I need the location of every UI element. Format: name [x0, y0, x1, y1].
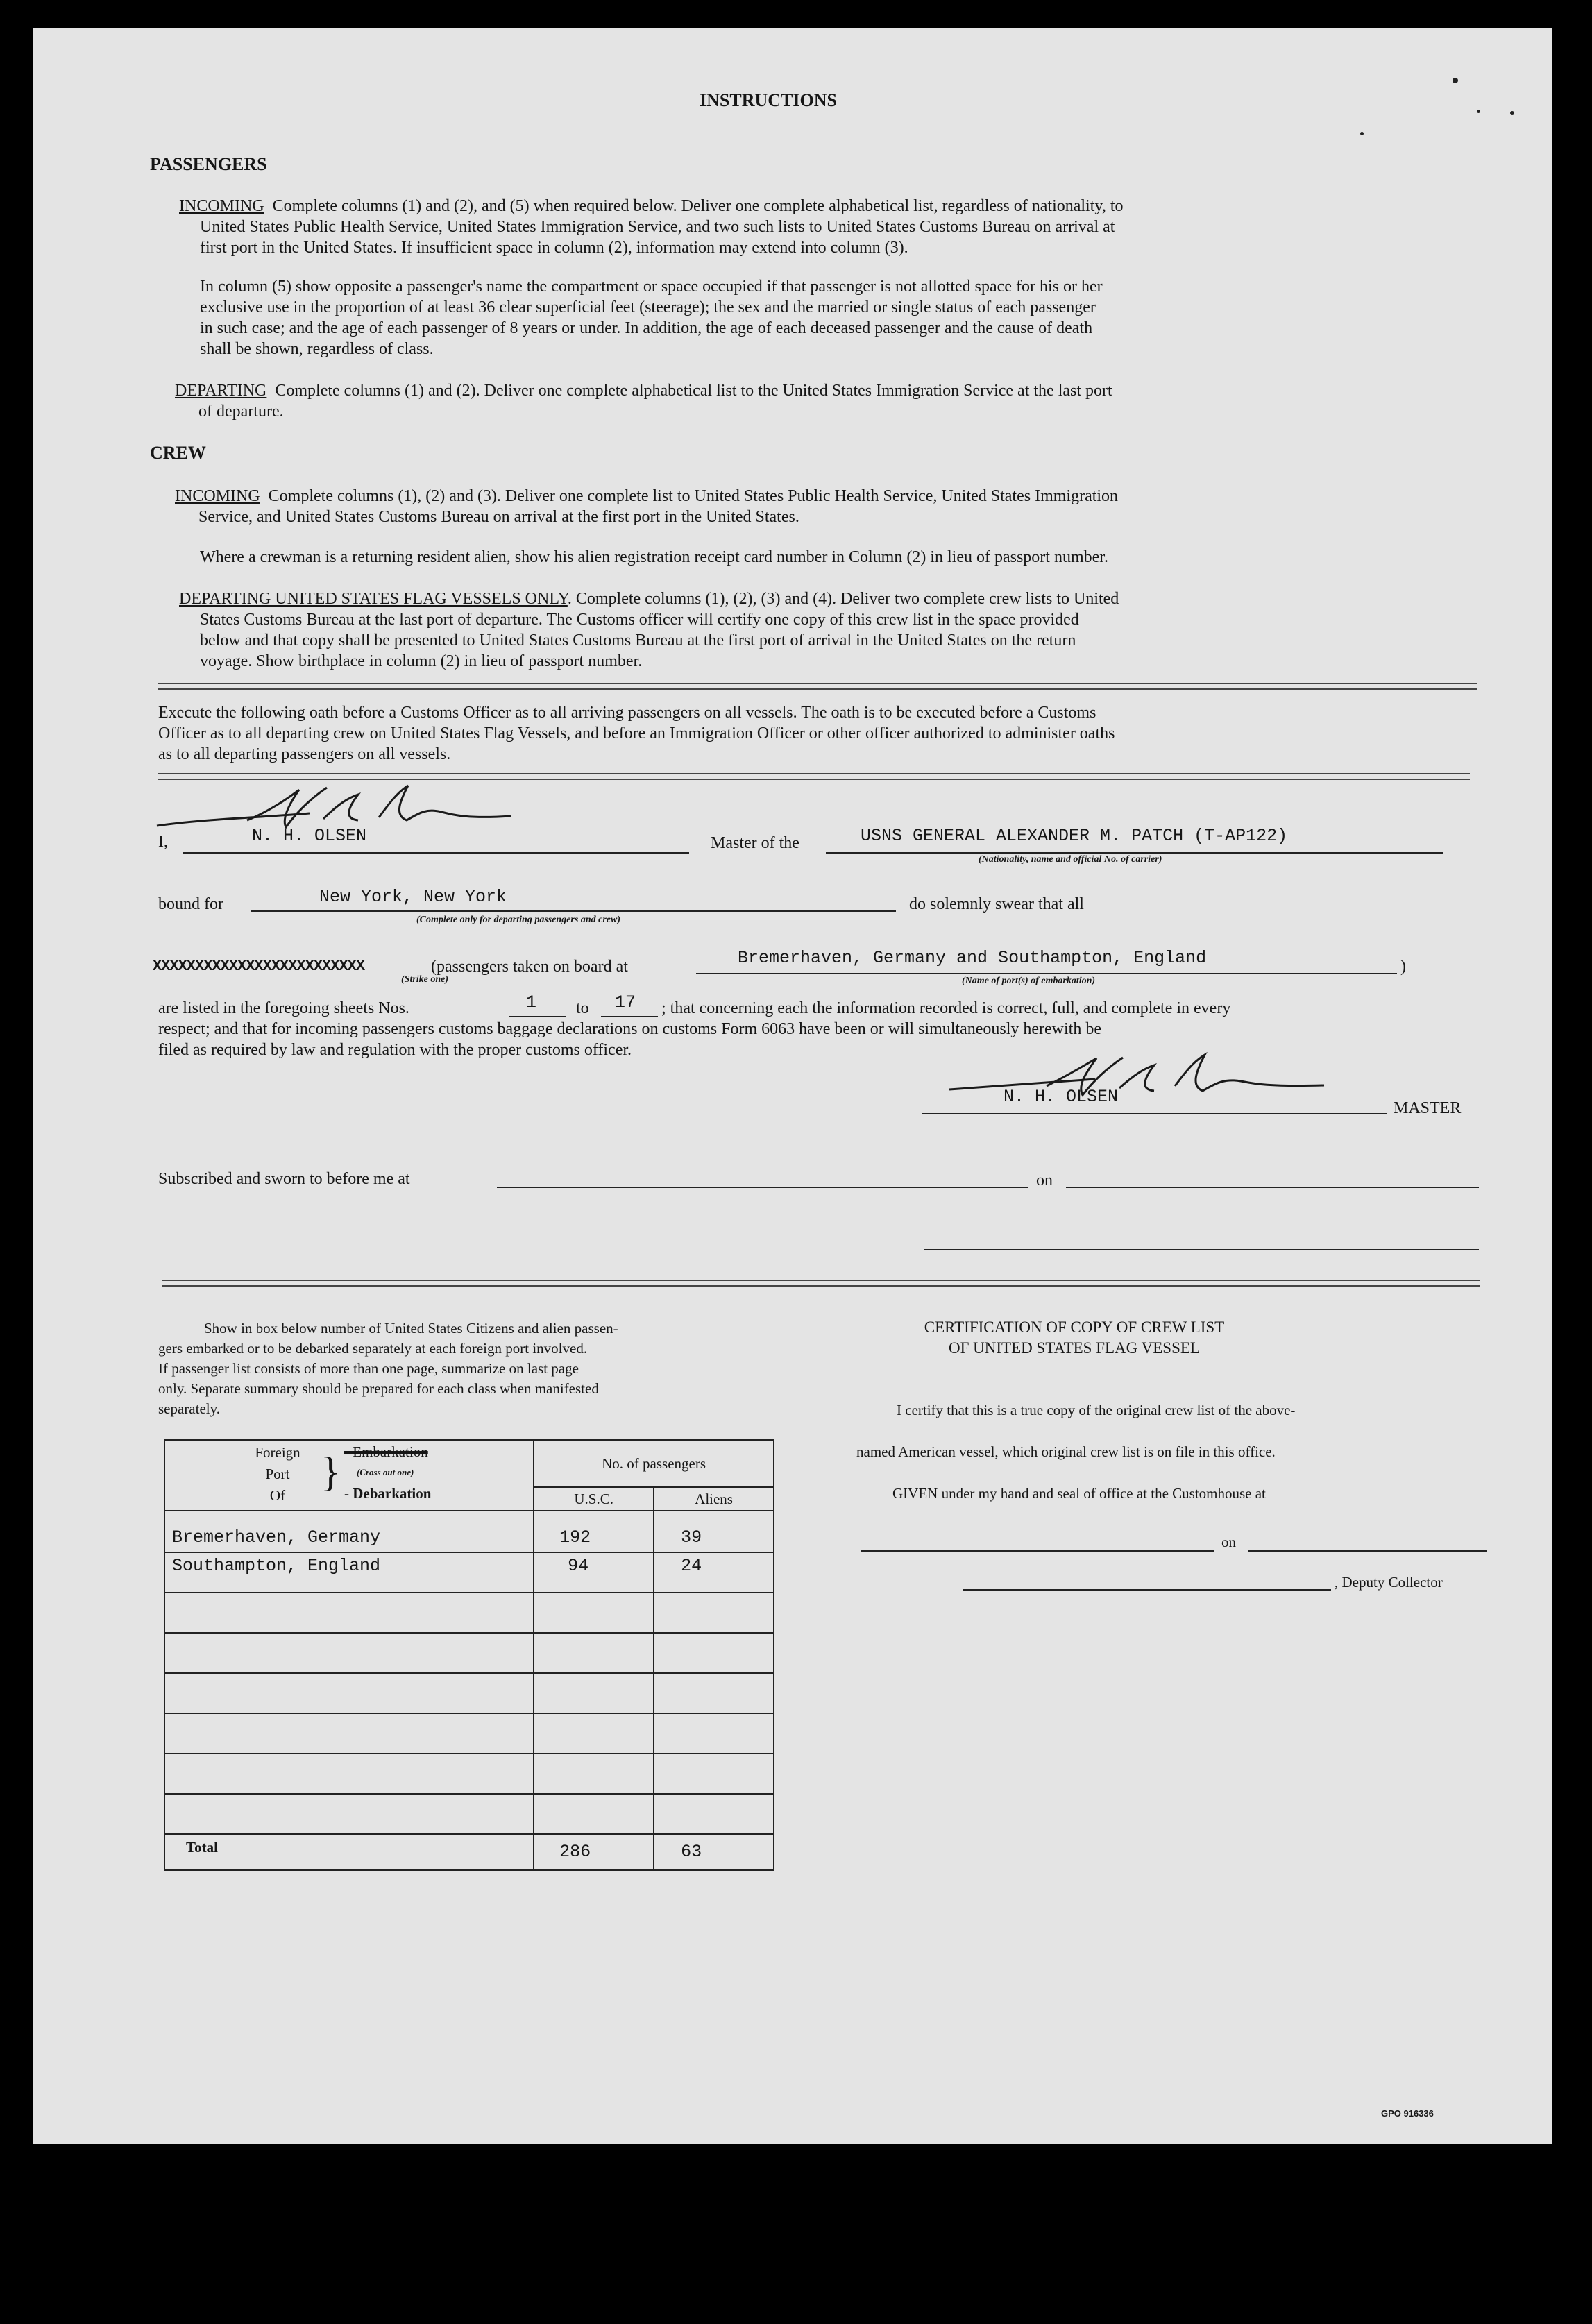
swear-text: do solemnly swear that all: [909, 895, 1084, 913]
text-line: Complete columns (1) and (2), and (5) when required below. Deliver one complete alphabetical list, regardless of nationality, to: [272, 197, 1124, 215]
sheet-from-value: 1: [526, 992, 537, 1012]
text-line: in such case; and the age of each passenger of 8 years or under. In addition, the age of each deceased passenger and the cause of death: [200, 319, 1093, 337]
aliens-header: Aliens: [654, 1487, 774, 1511]
departing-flag-label: DEPARTING UNITED STATES FLAG VESSELS ONLY: [179, 590, 568, 608]
master-signature-2: [935, 1048, 1352, 1110]
port-label: Port: [265, 1466, 290, 1482]
ink-speck: [1510, 111, 1514, 115]
table-row: [164, 1511, 774, 1552]
bound-for-line: [251, 910, 896, 912]
departing-flag-block: [179, 588, 1498, 672]
struck-options: XXXXXXXXXXXXXXXXXXXXXXXXX: [153, 958, 365, 975]
ports-caption: (Name of port(s) of embarkation): [962, 976, 1096, 986]
customhouse-line: [861, 1550, 1214, 1552]
column5-note: [200, 276, 1505, 359]
ports-line: [696, 973, 1397, 974]
deputy-sign-line: [963, 1589, 1331, 1591]
text-line: of departure.: [198, 402, 284, 421]
foreign-port-of-label: [243, 1442, 312, 1507]
debarkation-label: - Debarkation: [344, 1485, 432, 1502]
text-line: only. Separate summary should be prepared for each class when manifested: [158, 1380, 599, 1397]
ink-speck: [1360, 132, 1364, 135]
text-line: OF UNITED STATES FLAG VESSEL: [949, 1339, 1200, 1357]
passengers-incoming-block: [179, 196, 1498, 258]
cert-on-label: on: [1221, 1534, 1236, 1550]
strike-caption: (Strike one): [401, 974, 449, 985]
table-row: [164, 1552, 774, 1593]
of-label: Of: [269, 1487, 286, 1504]
text-line: Show in box below number of United States Citizens and alien passen-: [204, 1320, 618, 1337]
usc-cell: 94: [534, 1552, 654, 1593]
master-label: MASTER: [1394, 1099, 1462, 1117]
text-line: voyage. Show birthplace in column (2) in lieu of passport number.: [200, 652, 643, 670]
name-line: [183, 852, 689, 854]
form-page: [33, 28, 1552, 2144]
text-line: If passenger list consists of more than one page, summarize on last page: [158, 1360, 579, 1377]
oath-intro: [158, 702, 1505, 765]
crew-heading: CREW: [150, 443, 206, 463]
listed-text: are listed in the foregoing sheets Nos.: [158, 999, 409, 1017]
total-usc: 286: [534, 1834, 654, 1870]
total-label: Total: [164, 1834, 534, 1870]
text-line: below and that copy shall be presented to United States Customs Bureau at the first port of arrival in the United States on the return: [200, 631, 1076, 650]
port-cell: Bremerhaven, Germany: [164, 1511, 534, 1552]
table-row: [164, 1633, 774, 1673]
cert-given-text: GIVEN under my hand and seal of office at the Customhouse at: [892, 1485, 1266, 1502]
sheet-to-value: 17: [615, 992, 636, 1012]
text-line: first port in the United States. If insufficient space in column (2), information may extend into column (3).: [200, 239, 908, 257]
cert-date-line: [1248, 1550, 1487, 1552]
text-line: States Customs Bureau at the last port of departure. The Customs officer will certify one copy of this crew list in the space provided: [200, 611, 1079, 629]
respect-line: respect; and that for incoming passengers customs baggage declarations on customs Form 6063 have been or will simultaneously herewith be: [158, 1020, 1101, 1038]
table-row: [164, 1593, 774, 1633]
subscribed-date-line: [1066, 1187, 1479, 1188]
usc-cell: 192: [534, 1511, 654, 1552]
deputy-label: , Deputy Collector: [1335, 1574, 1443, 1591]
port-header-cell: [164, 1440, 534, 1511]
bound-caption: (Complete only for departing passengers and crew): [416, 915, 620, 925]
text-line: as to all departing passengers on all vessels.: [158, 745, 451, 763]
departing-label: DEPARTING: [175, 382, 267, 400]
vessel-value: USNS GENERAL ALEXANDER M. PATCH (T-AP122): [861, 826, 1288, 846]
aliens-cell: 39: [654, 1511, 774, 1552]
taken-text: (passengers taken on board at: [431, 958, 628, 976]
cross-caption: (Cross out one): [357, 1467, 414, 1477]
vessel-caption: (Nationality, name and official No. of carrier): [979, 854, 1162, 865]
summary-intro: [158, 1318, 811, 1419]
text-line: CERTIFICATION OF COPY OF CREW LIST: [924, 1318, 1225, 1336]
master-name-value: N. H. OLSEN: [252, 826, 367, 846]
table-row: [164, 1673, 774, 1713]
text-line: shall be shown, regardless of class.: [200, 340, 434, 358]
table-row: [164, 1794, 774, 1834]
text-line: Officer as to all departing crew on United States Flag Vessels, and before an Immigration Officer or other officer authorized to administer oaths: [158, 724, 1115, 743]
text-line: separately.: [158, 1400, 221, 1417]
master-of-label: Master of the: [711, 834, 799, 852]
signed-name-value: N. H. OLSEN: [1004, 1087, 1119, 1107]
sheet-from-line: [509, 1016, 566, 1017]
sheet-to-line: [601, 1016, 658, 1017]
ink-speck: [1477, 110, 1480, 113]
incoming-label: INCOMING: [179, 197, 264, 215]
embarkation-struck-label: - Embarkation: [344, 1443, 428, 1460]
ports-value: Bremerhaven, Germany and Southampton, England: [738, 948, 1207, 968]
total-row: [164, 1834, 774, 1870]
table-row: [164, 1754, 774, 1794]
no-passengers-header: No. of passengers: [534, 1440, 774, 1487]
text-line: In column (5) show opposite a passenger's name the compartment or space occupied if that passenger is not allotted space for his or her: [200, 278, 1103, 296]
vessel-line: [826, 852, 1443, 854]
subscribed-label: Subscribed and sworn to before me at: [158, 1170, 410, 1188]
text-line: . Complete columns (1), (2), (3) and (4). Deliver two complete crew lists to United: [567, 590, 1119, 608]
bound-for-value: New York, New York: [319, 887, 507, 907]
cert-body-line1: I certify that this is a true copy of the original crew list of the above-: [897, 1402, 1296, 1418]
aliens-cell: 24: [654, 1552, 774, 1593]
passengers-heading: PASSENGERS: [150, 154, 267, 174]
to-label: to: [576, 999, 589, 1017]
crew-incoming-block: [175, 486, 1493, 527]
text-line: Execute the following oath before a Customs Officer as to all arriving passengers on all vessels. The oath is to be executed before a Customs: [158, 704, 1096, 722]
divider: [158, 683, 1477, 690]
certification-title: [852, 1317, 1296, 1359]
correct-text: ; that concerning each the information recorded is correct, full, and complete in every: [661, 999, 1231, 1017]
text-line: Complete columns (1) and (2). Deliver one complete alphabetical list to the United States Immigration Service at the last port: [275, 382, 1112, 400]
passenger-summary-table: [164, 1439, 774, 1871]
foreign-label: Foreign: [255, 1444, 300, 1461]
text-line: exclusive use in the proportion of at least 36 clear superficial feet (steerage); the sex and the married or single status of each passenger: [200, 298, 1096, 316]
divider: [162, 1280, 1480, 1287]
table-row: [164, 1713, 774, 1754]
brace: }: [321, 1449, 341, 1495]
total-aliens: 63: [654, 1834, 774, 1870]
close-paren: ): [1400, 958, 1406, 976]
subscribed-place-line: [497, 1187, 1028, 1188]
gpo-code: GPO 916336: [1381, 2108, 1434, 2119]
usc-header: U.S.C.: [534, 1487, 654, 1511]
filed-line: filed as required by law and regulation with the proper customs officer.: [158, 1041, 632, 1059]
bound-for-label: bound for: [158, 895, 223, 913]
port-cell: Southampton, England: [164, 1552, 534, 1593]
passengers-departing-block: [175, 380, 1493, 422]
text-line: Service, and United States Customs Bureau on arrival at the first port in the United States.: [198, 508, 799, 526]
instructions-title: INSTRUCTIONS: [700, 90, 837, 110]
cert-body-line2: named American vessel, which original crew list is on file in this office.: [856, 1443, 1276, 1460]
text-line: gers embarked or to be debarked separately at each foreign port involved.: [158, 1340, 588, 1357]
officer-sign-line: [924, 1249, 1479, 1250]
ink-speck: [1453, 78, 1458, 83]
text-line: Complete columns (1), (2) and (3). Deliver one complete list to United States Public Health Service, United States Immigration: [268, 487, 1119, 505]
subscribed-on-label: on: [1036, 1171, 1053, 1189]
text-line: United States Public Health Service, United States Immigration Service, and two such lists to United States Customs Bureau on arrival at: [200, 218, 1115, 236]
master-sign-line: [922, 1113, 1387, 1114]
i-label: I,: [158, 833, 168, 851]
crewman-note: Where a crewman is a returning resident alien, show his alien registration receipt card number in Column (2) in lieu of passport number.: [200, 548, 1108, 566]
crew-incoming-label: INCOMING: [175, 487, 260, 505]
